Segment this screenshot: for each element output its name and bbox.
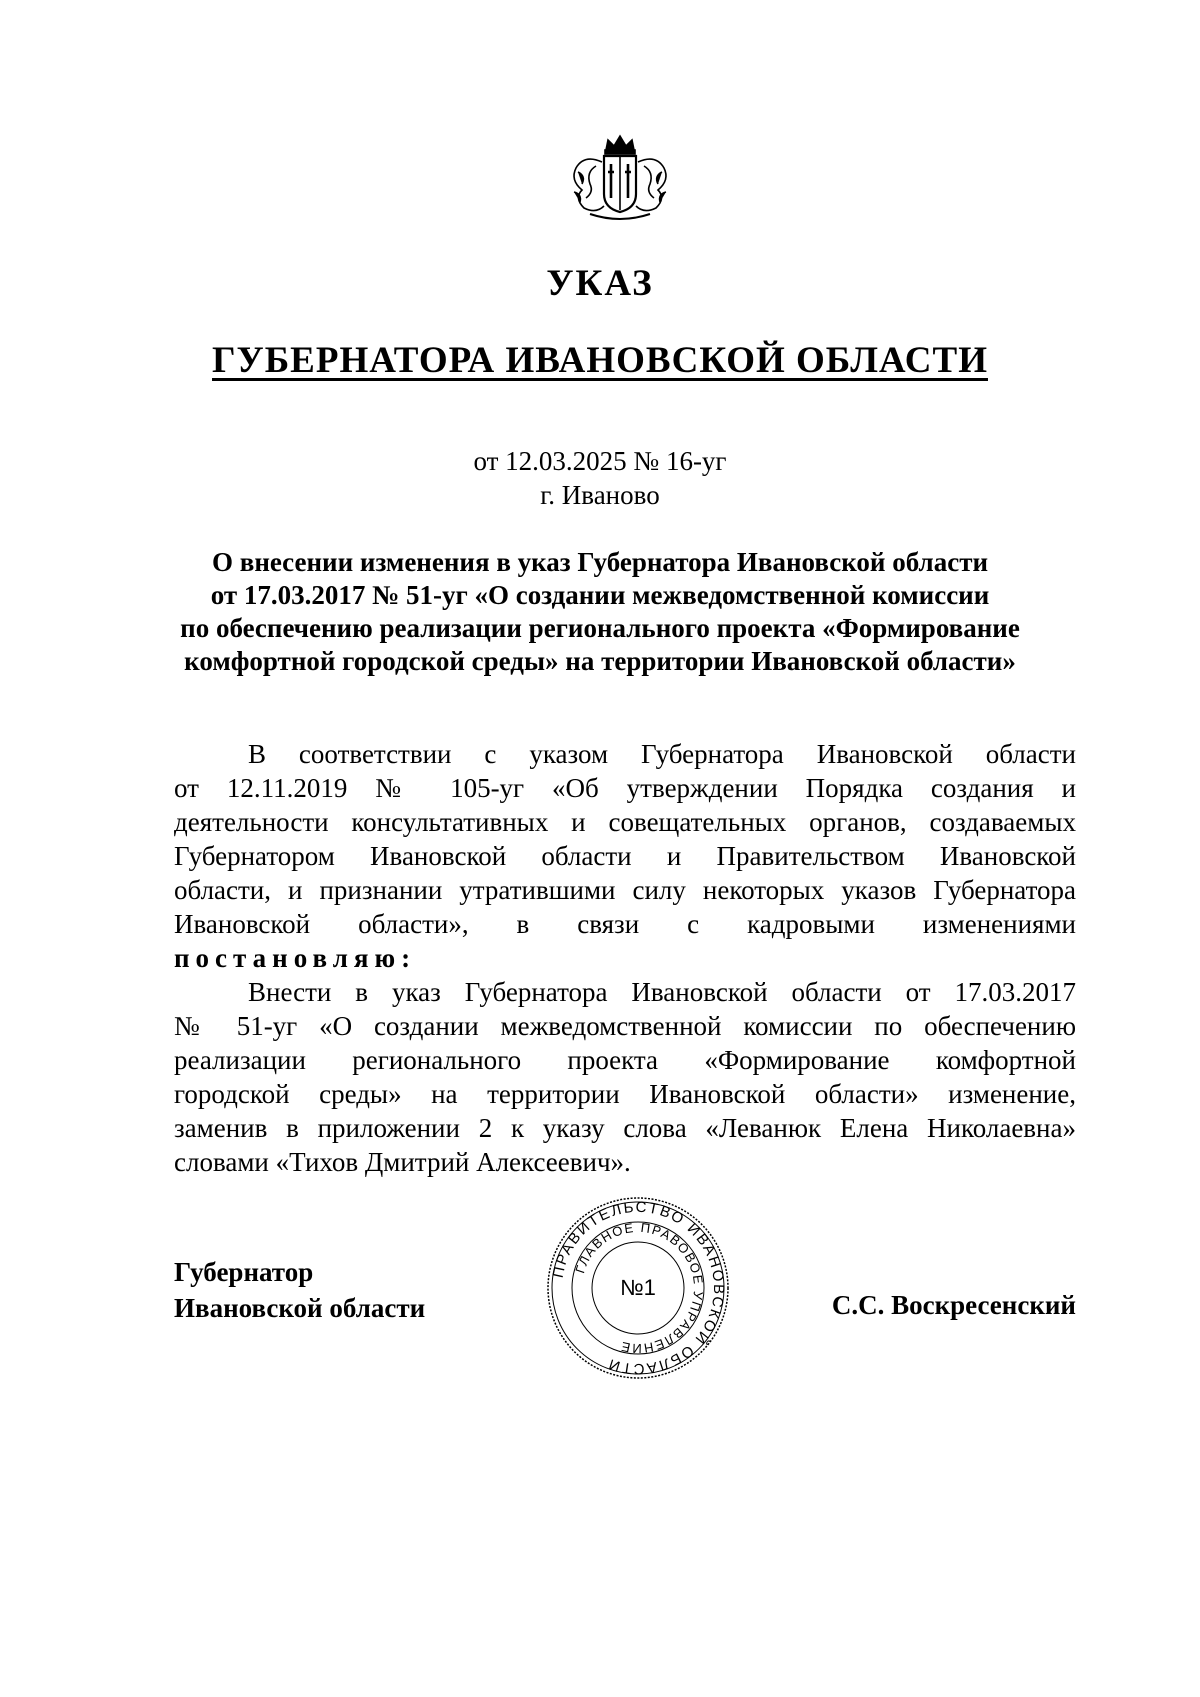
authority-heading-text: ГУБЕРНАТОРА ИВАНОВСКОЙ ОБЛАСТИ bbox=[212, 340, 988, 381]
body-line: реализации регионального проекта «Формирование комфортной bbox=[174, 1045, 1076, 1075]
decree-word: постановляю: bbox=[174, 943, 417, 973]
decree-subject bbox=[0, 546, 1200, 678]
subject-line: О внесении изменения в указ Губернатора Ивановской области bbox=[211, 547, 989, 577]
signatory-position bbox=[174, 1254, 425, 1326]
body-line: Внести в указ Губернатора Ивановской области от 17.03.2017 bbox=[248, 977, 1076, 1007]
body-line: Ивановской области», в связи с кадровыми изменениями bbox=[174, 909, 1076, 939]
official-seal-icon bbox=[545, 1195, 731, 1381]
body-line: словами «Тихов Дмитрий Алексеевич». bbox=[174, 1147, 631, 1177]
decree-body bbox=[174, 737, 1076, 1179]
signatory-name: С.С. Воскресенский bbox=[831, 1290, 1076, 1320]
body-line: от 12.11.2019 № 105-уг «Об утверждении Порядка создания и bbox=[174, 773, 1076, 803]
position-line: Губернатор bbox=[174, 1257, 314, 1287]
body-line: В соответствии с указом Губернатора Ивановской области bbox=[248, 739, 1076, 769]
subject-line: по обеспечению реализации регионального проекта «Формирование bbox=[180, 613, 1020, 643]
body-line: городской среды» на территории Ивановской области» изменение, bbox=[174, 1079, 1076, 1109]
body-line: заменив в приложении 2 к указу слова «Леванюк Елена Николаевна» bbox=[174, 1113, 1076, 1143]
seal-inner-text: ГЛАВНОЕ ПРАВОВОЕ УПРАВЛЕНИЕ bbox=[572, 1219, 707, 1357]
seal-center-number: №1 bbox=[620, 1275, 656, 1300]
subject-line: от 17.03.2017 № 51-уг «О создании межведомственной комиссии bbox=[210, 580, 990, 610]
authority-heading bbox=[0, 339, 1200, 382]
body-line: Губернатором Ивановской области и Правительством Ивановской bbox=[174, 841, 1076, 871]
body-line: области, и признании утратившими силу некоторых указов Губернатора bbox=[174, 875, 1076, 905]
seal-outer-text: ПРАВИТЕЛЬСТВО ИВАНОВСКОЙ ОБЛАСТИ bbox=[549, 1198, 728, 1378]
ivanovo-coat-of-arms-icon bbox=[556, 132, 684, 222]
city: г. Иваново bbox=[540, 480, 660, 510]
subject-line: комфортной городской среды» на территории Ивановской области» bbox=[184, 646, 1016, 676]
body-line: № 51-уг «О создании межведомственной комиссии по обеспечению bbox=[174, 1011, 1076, 1041]
date-number: от 12.03.2025 № 16-уг bbox=[473, 446, 727, 476]
document-type-heading: УКАЗ bbox=[546, 263, 654, 304]
body-line: деятельности консультативных и совещательных органов, создаваемых bbox=[174, 807, 1076, 837]
position-line: Ивановской области bbox=[174, 1293, 426, 1323]
